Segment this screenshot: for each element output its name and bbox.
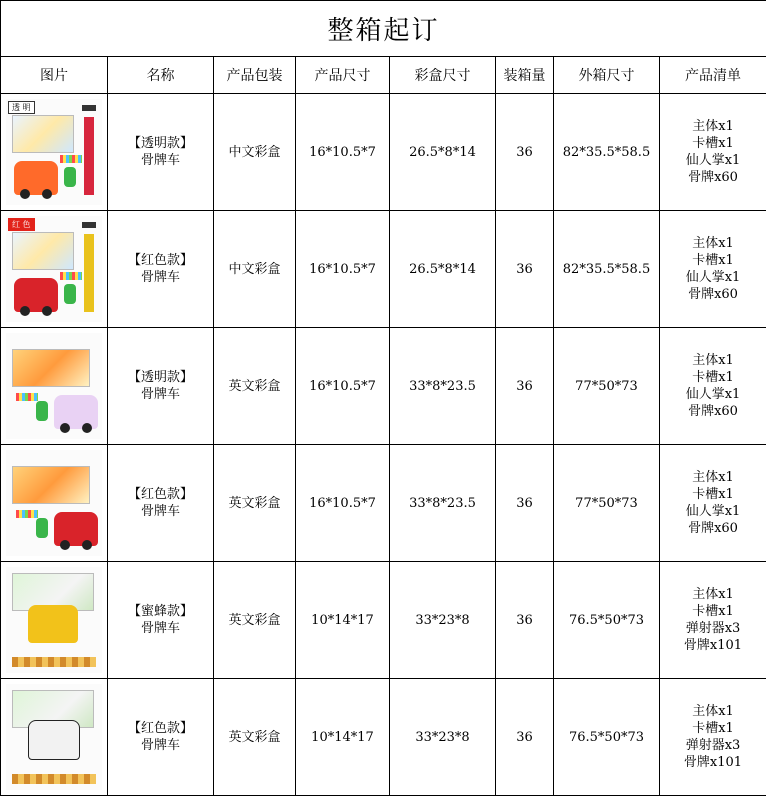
product-image (6, 216, 102, 322)
list-item: 卡槽x1 (692, 370, 734, 385)
qty-cell: 36 (496, 679, 554, 796)
cactus-graphic (64, 284, 76, 304)
wheel-graphic (42, 306, 52, 316)
name-cell (108, 94, 214, 211)
list-item: 仙人掌x1 (685, 387, 741, 402)
picture-cell (1, 211, 108, 328)
table-row (1, 328, 766, 445)
variant-name: 【红色款】 (127, 253, 193, 268)
product-image (6, 450, 102, 556)
list-cell (660, 562, 766, 679)
name-cell (108, 328, 214, 445)
list-item: 主体x1 (692, 119, 734, 134)
product-name: 骨牌车 (140, 153, 180, 168)
product-size-cell: 16*10.5*7 (296, 328, 390, 445)
list-item: 卡槽x1 (692, 487, 734, 502)
variant-tag: 红 色 (8, 218, 35, 231)
product-size-cell: 16*10.5*7 (296, 94, 390, 211)
track-graphic (12, 657, 96, 667)
list-cell (660, 94, 766, 211)
cactus-graphic (64, 167, 76, 187)
carton-size-cell: 82*35.5*58.5 (554, 94, 660, 211)
package-graphic (12, 115, 74, 153)
picture-cell (1, 679, 108, 796)
header-carton-size: 外箱尺寸 (554, 57, 660, 94)
name-cell (108, 679, 214, 796)
header-package: 产品包装 (214, 57, 296, 94)
mini-box-graphic (82, 105, 96, 111)
wheel-graphic (42, 189, 52, 199)
cactus-graphic (36, 401, 48, 421)
picture-cell (1, 94, 108, 211)
list-item: 仙人掌x1 (685, 504, 741, 519)
table-row (1, 445, 766, 562)
table-row (1, 562, 766, 679)
mini-box-graphic (82, 222, 96, 228)
qty-cell: 36 (496, 211, 554, 328)
carton-size-cell: 77*50*73 (554, 445, 660, 562)
product-size-cell: 16*10.5*7 (296, 445, 390, 562)
wheel-graphic (82, 540, 92, 550)
name-cell (108, 562, 214, 679)
product-image (6, 333, 102, 439)
variant-name: 【蜜蜂款】 (127, 604, 193, 619)
table-row (1, 211, 766, 328)
variant-name: 【透明款】 (127, 136, 193, 151)
header-list: 产品清单 (660, 57, 766, 94)
box-size-cell: 33*23*8 (390, 562, 496, 679)
table-row (1, 94, 766, 211)
train-graphic (28, 605, 78, 643)
product-name: 骨牌车 (140, 387, 180, 402)
box-size-cell: 26.5*8*14 (390, 211, 496, 328)
list-item: 主体x1 (692, 587, 734, 602)
package-cell: 中文彩盒 (214, 211, 296, 328)
product-size-cell: 16*10.5*7 (296, 211, 390, 328)
list-item: 弹射器x3 (685, 621, 741, 636)
box-size-cell: 33*23*8 (390, 679, 496, 796)
product-name: 骨牌车 (140, 270, 180, 285)
carton-size-cell: 76.5*50*73 (554, 679, 660, 796)
track-graphic (12, 774, 96, 784)
carton-size-cell: 82*35.5*58.5 (554, 211, 660, 328)
box-size-cell: 26.5*8*14 (390, 94, 496, 211)
list-cell (660, 211, 766, 328)
list-item: 骨牌x60 (688, 170, 738, 185)
domino-graphic (16, 393, 38, 401)
box-size-cell: 33*8*23.5 (390, 328, 496, 445)
qty-cell: 36 (496, 445, 554, 562)
sheet-title: 整箱起订 (1, 1, 766, 57)
domino-graphic (60, 272, 82, 280)
list-item: 卡槽x1 (692, 721, 734, 736)
variant-name: 【红色款】 (127, 487, 193, 502)
header-qty: 装箱量 (496, 57, 554, 94)
header-product-size: 产品尺寸 (296, 57, 390, 94)
domino-graphic (60, 155, 82, 163)
list-item: 仙人掌x1 (685, 270, 741, 285)
package-graphic (12, 466, 90, 504)
qty-cell: 36 (496, 562, 554, 679)
qty-cell: 36 (496, 94, 554, 211)
title-row (1, 1, 766, 57)
list-cell (660, 328, 766, 445)
name-cell (108, 211, 214, 328)
picture-cell (1, 328, 108, 445)
list-cell (660, 445, 766, 562)
product-image (6, 684, 102, 790)
product-name: 骨牌车 (140, 504, 180, 519)
product-image (6, 99, 102, 205)
header-picture: 图片 (1, 57, 108, 94)
wheel-graphic (82, 423, 92, 433)
list-item: 弹射器x3 (685, 738, 741, 753)
box-size-cell: 33*8*23.5 (390, 445, 496, 562)
list-item: 骨牌x60 (688, 521, 738, 536)
domino-slot-graphic (84, 234, 94, 312)
header-row (1, 57, 766, 94)
package-graphic (12, 232, 74, 270)
product-size-cell: 10*14*17 (296, 562, 390, 679)
list-cell (660, 679, 766, 796)
list-item: 主体x1 (692, 236, 734, 251)
list-item: 骨牌x101 (683, 638, 743, 653)
list-item: 卡槽x1 (692, 253, 734, 268)
wheel-graphic (20, 189, 30, 199)
package-graphic (12, 349, 90, 387)
product-size-cell: 10*14*17 (296, 679, 390, 796)
wheel-graphic (60, 423, 70, 433)
product-name: 骨牌车 (140, 621, 180, 636)
header-box-size: 彩盒尺寸 (390, 57, 496, 94)
picture-cell (1, 445, 108, 562)
list-item: 主体x1 (692, 704, 734, 719)
list-item: 主体x1 (692, 470, 734, 485)
variant-name: 【透明款】 (127, 370, 193, 385)
variant-name: 【红色款】 (127, 721, 193, 736)
package-cell: 英文彩盒 (214, 328, 296, 445)
package-cell: 中文彩盒 (214, 94, 296, 211)
list-item: 骨牌x60 (688, 404, 738, 419)
package-cell: 英文彩盒 (214, 679, 296, 796)
product-image (6, 567, 102, 673)
list-item: 骨牌x60 (688, 287, 738, 302)
carton-size-cell: 76.5*50*73 (554, 562, 660, 679)
list-item: 卡槽x1 (692, 604, 734, 619)
list-item: 骨牌x101 (683, 755, 743, 770)
qty-cell: 36 (496, 328, 554, 445)
package-cell: 英文彩盒 (214, 445, 296, 562)
train-graphic (28, 720, 80, 760)
list-item: 主体x1 (692, 353, 734, 368)
list-item: 仙人掌x1 (685, 153, 741, 168)
picture-cell (1, 562, 108, 679)
product-name: 骨牌车 (140, 738, 180, 753)
wheel-graphic (60, 540, 70, 550)
domino-graphic (16, 510, 38, 518)
variant-tag: 透 明 (8, 101, 35, 114)
carton-size-cell: 77*50*73 (554, 328, 660, 445)
table-row (1, 679, 766, 796)
name-cell (108, 445, 214, 562)
domino-slot-graphic (84, 117, 94, 195)
list-item: 卡槽x1 (692, 136, 734, 151)
package-cell: 英文彩盒 (214, 562, 296, 679)
header-name: 名称 (108, 57, 214, 94)
cactus-graphic (36, 518, 48, 538)
wheel-graphic (20, 306, 30, 316)
